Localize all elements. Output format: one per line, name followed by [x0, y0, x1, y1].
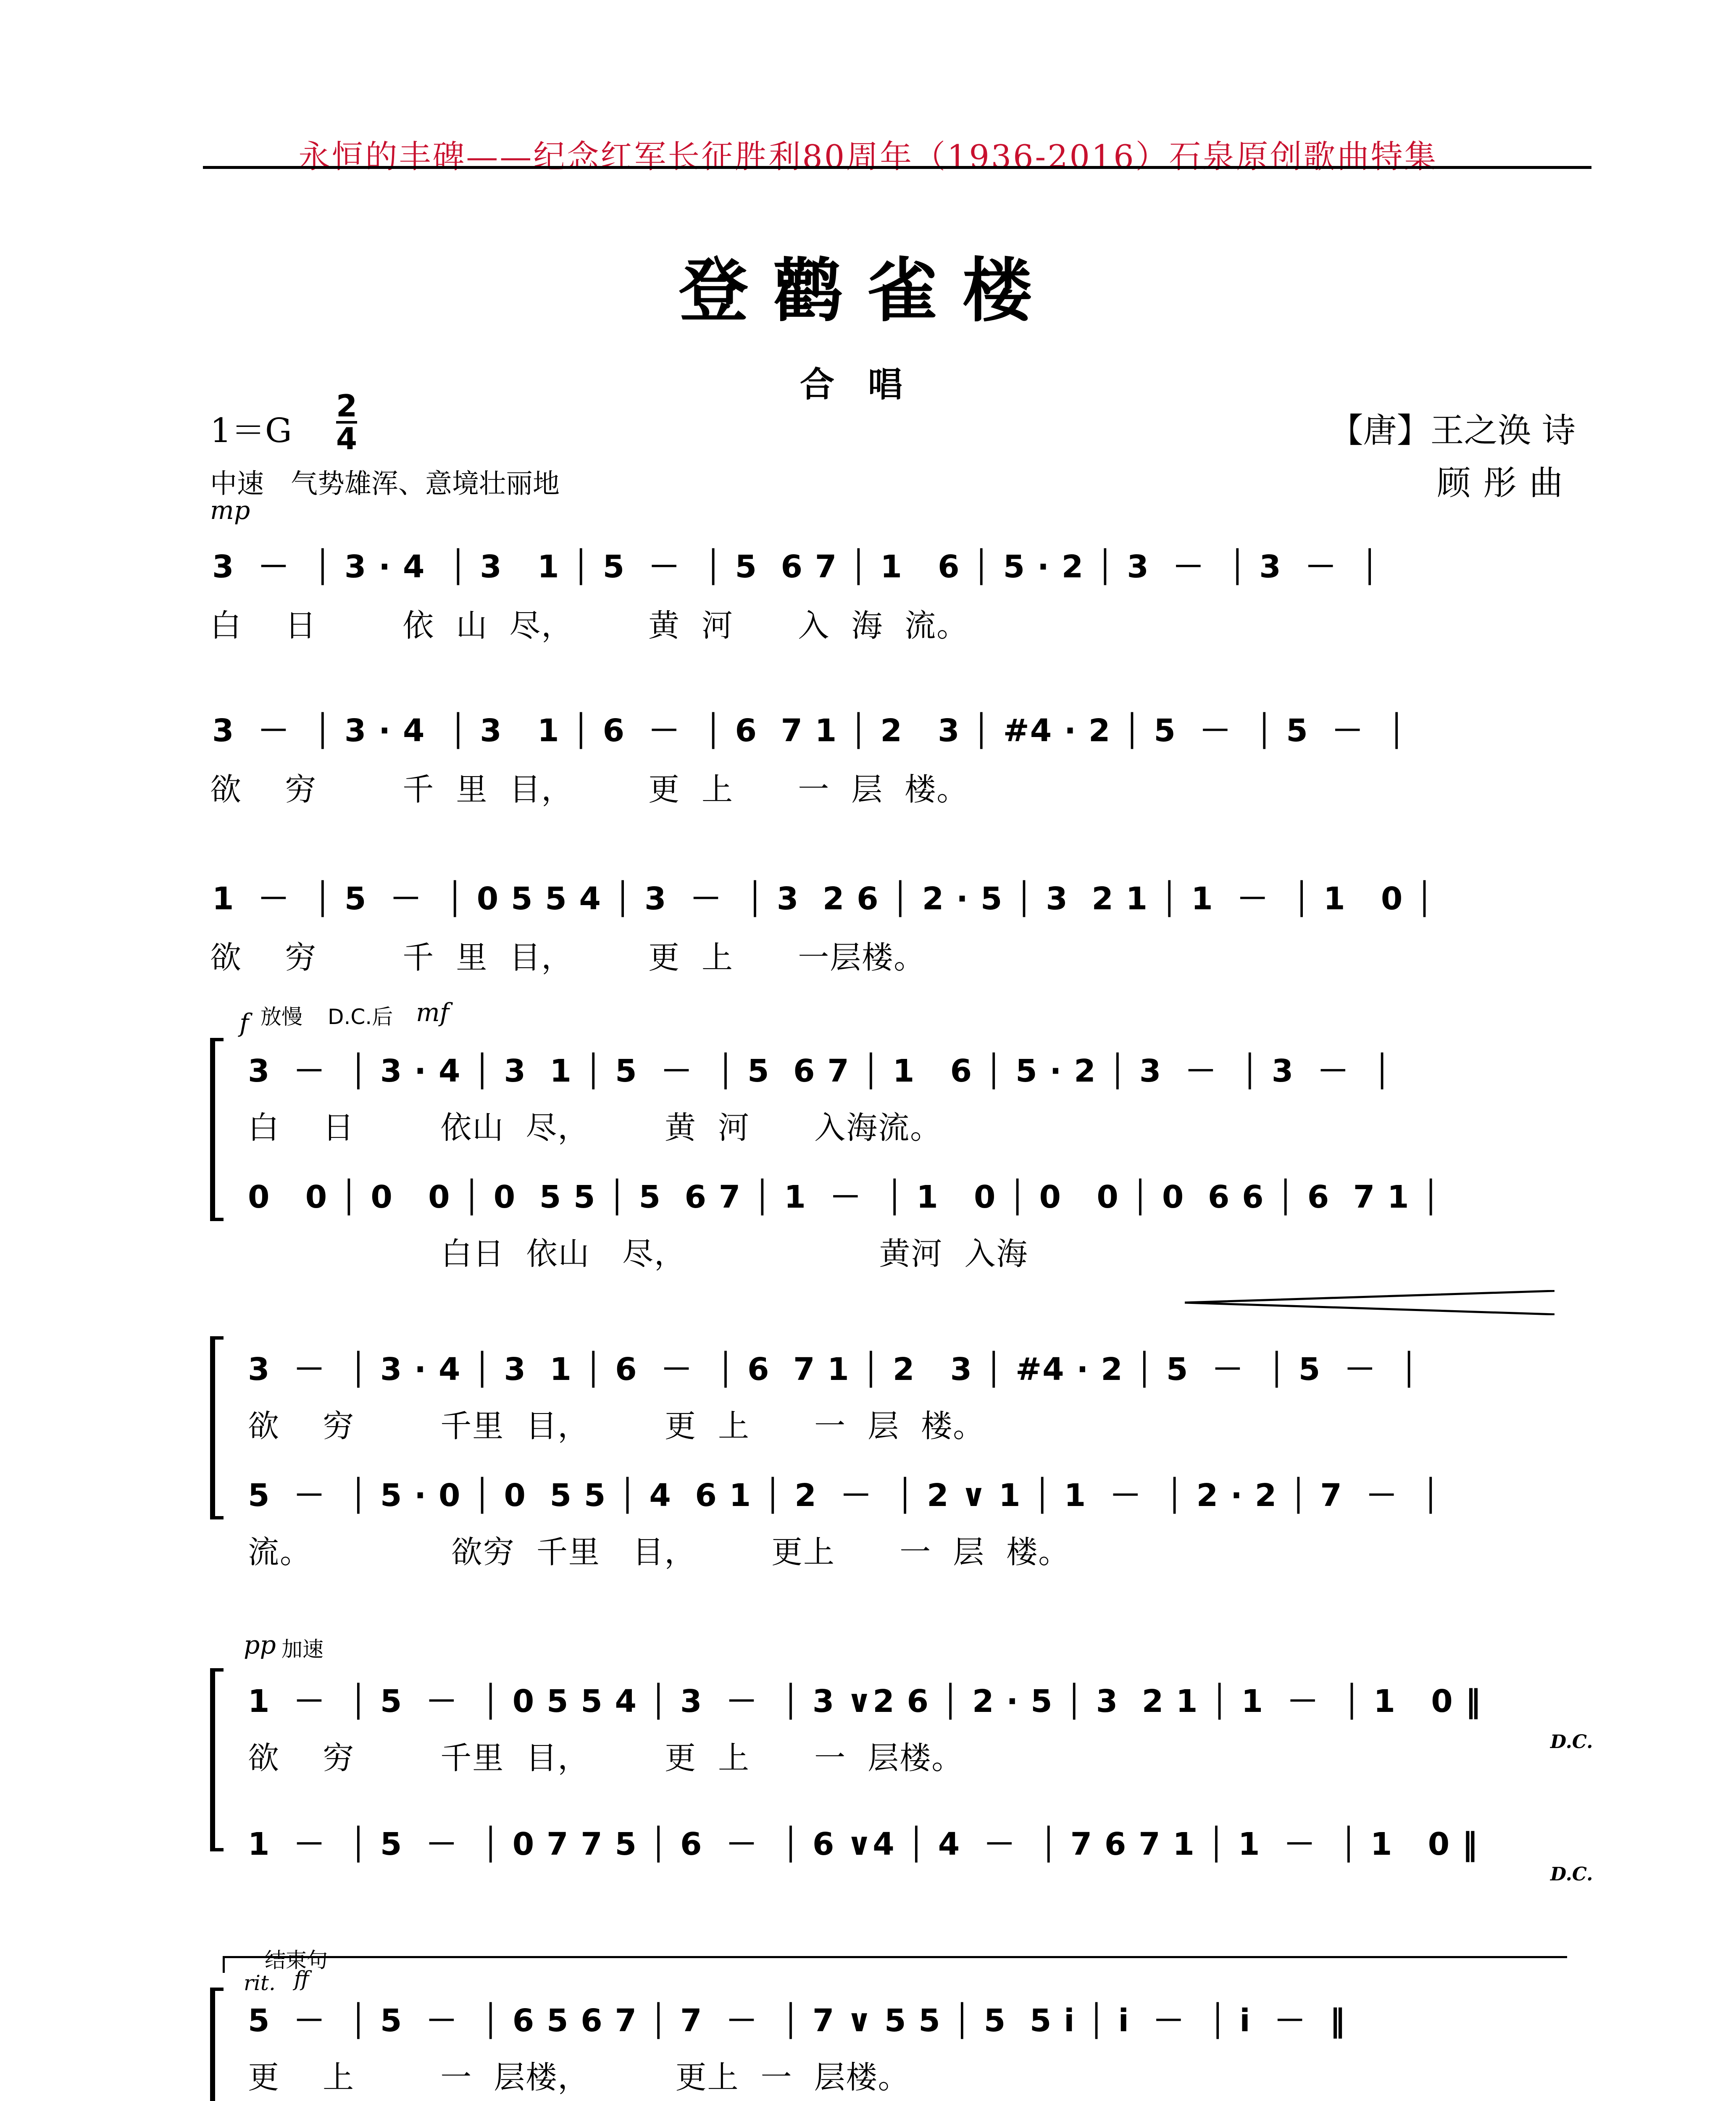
- system-4-brace: [210, 1038, 224, 1221]
- system-4-lower-notes: 0 0 │ 0 0 │ 0 5 5 │ 5 6 7 │ 1 － │ 1 0 │ 0 0 │ 0 6 6 │ 6 7 1 │: [248, 1179, 1441, 1215]
- collection-header: 永恒的丰碑——纪念红军长征胜利80周年（1936-2016）石泉原创歌曲特集: [298, 138, 1438, 175]
- time-signature-bottom: 4: [336, 421, 358, 456]
- accel-marking: 加速: [281, 1637, 324, 1661]
- song-subtitle: 合唱: [800, 365, 936, 405]
- system-4-lower-lyrics: 白日 依山 尽， 黄河 入海: [248, 1236, 1028, 1272]
- slow-marking: 放慢: [260, 1005, 302, 1029]
- poet-credit: 【唐】王之涣 诗: [1329, 411, 1576, 450]
- ending-bracket-line: [223, 1956, 1567, 1958]
- tempo-marking: 中速 气势雄浑、意境壮丽地: [210, 469, 560, 500]
- system-3-notes: 1 － │ 5 － │ 0 5 5 4 │ 3 － │ 3 2 6 │ 2 · 5 │ 3 2 1 │ 1 － │ 1 0 │: [212, 881, 1435, 917]
- key-signature: 1＝G: [210, 411, 292, 450]
- dynamic-mf: mf: [416, 998, 450, 1027]
- system-5-lower-notes: 5 － │ 5 · 0 │ 0 5 5 │ 4 6 1 │ 2 － │ 2 ∨ 1 │ 1 － │ 2 · 2 │ 7 － │: [248, 1477, 1441, 1514]
- dc-after-marking: D.C.后: [328, 1005, 393, 1029]
- system-5-brace: [210, 1336, 224, 1519]
- system-1-lyrics: 白 日 依 山 尽， 黄 河 入 海 流。: [210, 608, 969, 644]
- song-title: 登鹳雀楼: [679, 250, 1057, 331]
- system-5-lower-lyrics: 流。 欲穷 千里 目， 更上 一 层 楼。: [248, 1534, 1071, 1570]
- header-divider: [203, 166, 1591, 169]
- system-2-lyrics: 欲 穷 千 里 目， 更 上 一 层 楼。: [210, 771, 969, 808]
- system-1-notes: 3 － │ 3 · 4 │ 3 1 │ 5 － │ 5 6 7 │ 1 6 │ 5 · 2 │ 3 － │ 3 － │: [212, 549, 1380, 585]
- system-7-brace: [210, 1988, 224, 2101]
- system-6-upper-notes: 1 － │ 5 － │ 0 5 5 4 │ 3 － │ 3 ∨2 6 │ 2 · 5 │ 3 2 1 │ 1 － │ 1 0 ‖: [248, 1683, 1482, 1719]
- system-7-upper-lyrics: 更 上 一 层楼， 更上 一 层楼。: [248, 2059, 910, 2096]
- composer-credit: 顾彤曲: [1437, 463, 1576, 503]
- system-6-upper-lyrics: 欲 穷 千里 目， 更 上 一 层楼。: [248, 1740, 964, 1776]
- dc-mark-lower: D.C.: [1550, 1864, 1593, 1885]
- time-signature: [336, 388, 358, 456]
- ending-bracket-hook: [223, 1956, 225, 1973]
- system-6-lower-notes: 1 － │ 5 － │ 0 7 7 5 │ 6 － │ 6 ∨4 │ 4 － │ 7 6 7 1 │ 1 － │ 1 0 ‖: [248, 1826, 1478, 1862]
- time-signature-top: 2: [336, 388, 358, 424]
- system-5-upper-lyrics: 欲 穷 千里 目， 更 上 一 层 楼。: [248, 1408, 985, 1444]
- system-6-brace: [210, 1668, 224, 1851]
- ending-label: 结束句: [265, 1948, 328, 1972]
- system-4-upper-notes: 3 － │ 3 · 4 │ 3 1 │ 5 － │ 5 6 7 │ 1 6 │ 5 · 2 │ 3 － │ 3 － │: [248, 1053, 1392, 1089]
- rit-marking: rit.: [244, 1971, 276, 1995]
- dynamic-pp: pp: [244, 1630, 276, 1660]
- dc-mark-upper: D.C.: [1550, 1731, 1593, 1753]
- system-4-upper-lyrics: 白 日 依山 尽， 黄 河 入海流。: [248, 1110, 942, 1146]
- system-3-lyrics: 欲 穷 千 里 目， 更 上 一层楼。: [210, 940, 926, 976]
- system-7-upper-notes: 5 － │ 5 － │ 6 5 6 7 │ 7 － │ 7 ∨ 5 5 │ 5 5 i │ i － │ i － ‖: [248, 2003, 1346, 2039]
- dynamic-f: f: [239, 1008, 249, 1038]
- system-5-upper-notes: 3 － │ 3 · 4 │ 3 1 │ 6 － │ 6 7 1 │ 2 3 │ #4 · 2 │ 5 － │ 5 － │: [248, 1351, 1419, 1388]
- crescendo-hairpin: [1185, 1290, 1555, 1315]
- system-2-notes: 3 － │ 3 · 4 │ 3 1 │ 6 － │ 6 7 1 │ 2 3 │ #4 · 2 │ 5 － │ 5 － │: [212, 713, 1407, 749]
- dynamic-ff: ff: [294, 1967, 309, 1991]
- dynamic-mp: mp: [210, 496, 250, 525]
